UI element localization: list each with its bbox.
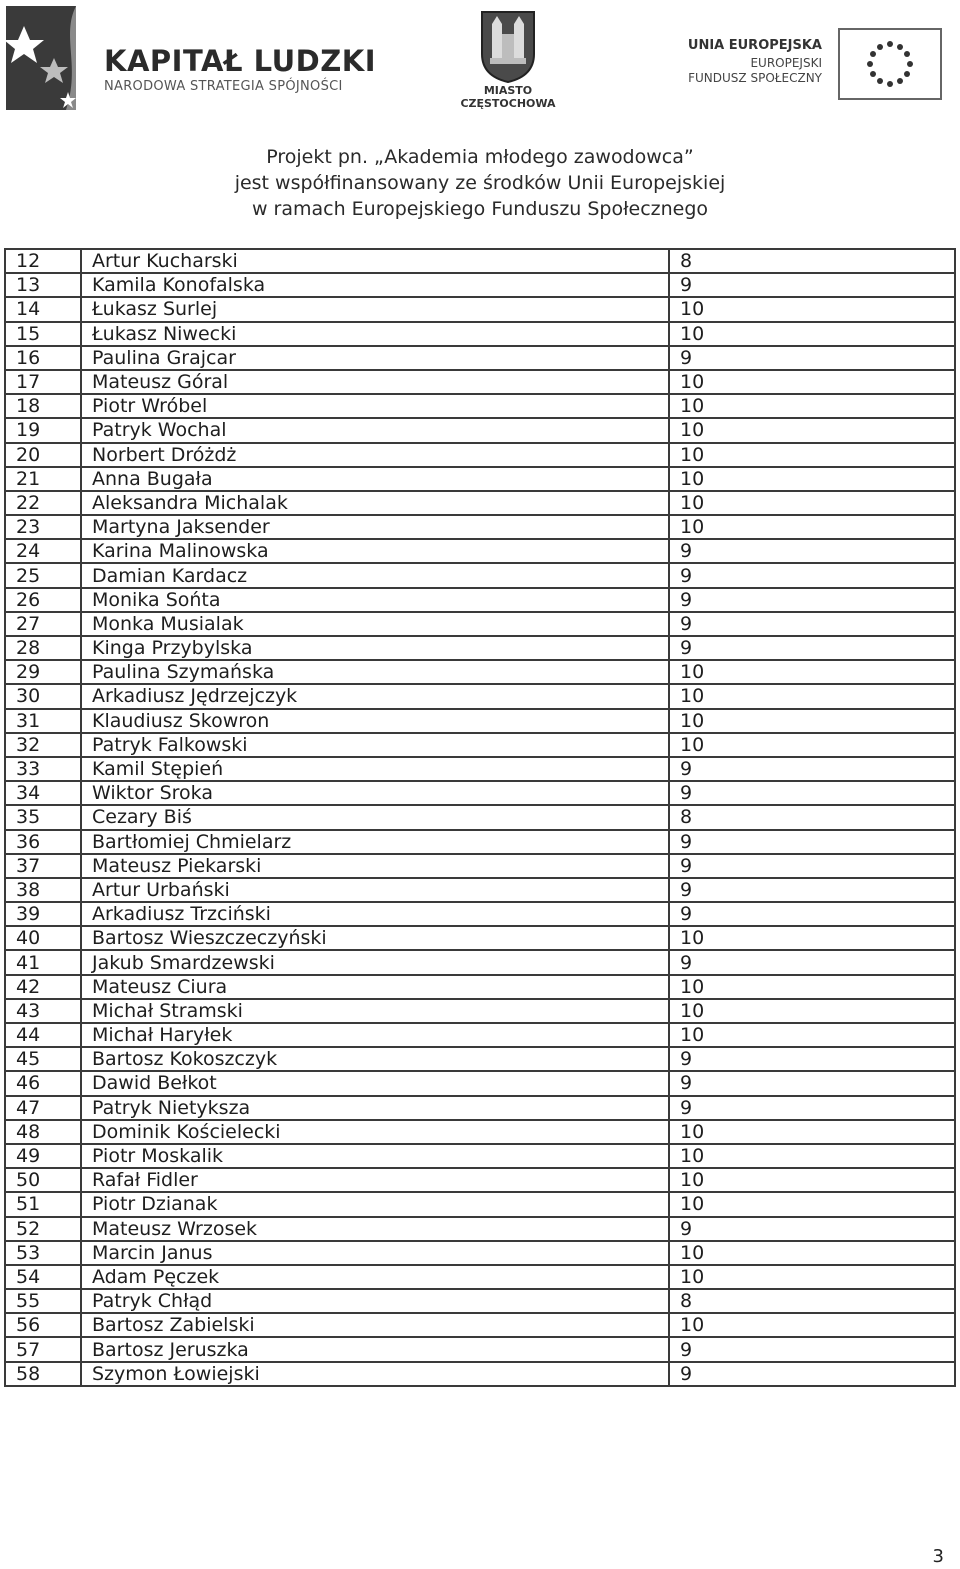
row-name-cell: Patryk Nietyksza: [81, 1096, 669, 1120]
row-name-cell: Mateusz Wrzosek: [81, 1217, 669, 1241]
row-score-cell: 10: [669, 515, 955, 539]
row-name-cell: Paulina Grajcar: [81, 346, 669, 370]
row-score-cell: 10: [669, 975, 955, 999]
row-score-cell: 10: [669, 1192, 955, 1216]
row-name-cell: Patryk Falkowski: [81, 733, 669, 757]
page-header: [0, 0, 960, 120]
row-name-cell: Patryk Chłąd: [81, 1289, 669, 1313]
row-number-cell: 30: [5, 684, 81, 708]
table-row: [5, 1071, 955, 1095]
row-number-cell: 41: [5, 950, 81, 974]
row-name-cell: Bartosz Zabielski: [81, 1313, 669, 1337]
eu-flag-icon: [838, 28, 942, 100]
row-number-cell: 35: [5, 805, 81, 829]
row-score-cell: 10: [669, 660, 955, 684]
row-score-cell: 9: [669, 612, 955, 636]
row-name-cell: Piotr Dzianak: [81, 1192, 669, 1216]
row-score-cell: 9: [669, 588, 955, 612]
row-name-cell: Bartosz Kokoszczyk: [81, 1047, 669, 1071]
row-number-cell: 48: [5, 1120, 81, 1144]
row-score-cell: 9: [669, 1096, 955, 1120]
kapital-ludzki-emblem-icon: [6, 6, 102, 110]
row-number-cell: 49: [5, 1144, 81, 1168]
row-number-cell: 50: [5, 1168, 81, 1192]
row-score-cell: 10: [669, 926, 955, 950]
row-number-cell: 53: [5, 1241, 81, 1265]
row-name-cell: Kamila Konofalska: [81, 273, 669, 297]
row-score-cell: 9: [669, 636, 955, 660]
row-name-cell: Damian Kardacz: [81, 563, 669, 587]
table-row: [5, 515, 955, 539]
row-score-cell: 9: [669, 1071, 955, 1095]
row-number-cell: 47: [5, 1096, 81, 1120]
table-row: [5, 854, 955, 878]
table-row: [5, 1313, 955, 1337]
row-number-cell: 45: [5, 1047, 81, 1071]
row-number-cell: 23: [5, 515, 81, 539]
row-number-cell: 40: [5, 926, 81, 950]
row-score-cell: 9: [669, 1217, 955, 1241]
table-row: [5, 830, 955, 854]
row-score-cell: 9: [669, 1337, 955, 1361]
table-row: [5, 1168, 955, 1192]
row-score-cell: 10: [669, 491, 955, 515]
row-number-cell: 26: [5, 588, 81, 612]
row-score-cell: 9: [669, 854, 955, 878]
kapital-ludzki-subtitle: NARODOWA STRATEGIA SPÓJNOŚCI: [104, 79, 343, 94]
row-number-cell: 51: [5, 1192, 81, 1216]
row-score-cell: 8: [669, 1289, 955, 1313]
row-name-cell: Artur Urbański: [81, 878, 669, 902]
row-name-cell: Martyna Jaksender: [81, 515, 669, 539]
row-score-cell: 10: [669, 394, 955, 418]
project-line-3: w ramach Europejskiego Funduszu Społecznego: [251, 198, 709, 220]
table-row: [5, 273, 955, 297]
table-row: [5, 1120, 955, 1144]
row-name-cell: Bartosz Jeruszka: [81, 1337, 669, 1361]
project-line-1: Projekt pn. „Akademia młodego zawodowca”: [266, 146, 694, 168]
row-number-cell: 46: [5, 1071, 81, 1095]
row-number-cell: 52: [5, 1217, 81, 1241]
row-score-cell: 8: [669, 805, 955, 829]
row-name-cell: Dominik Kościelecki: [81, 1120, 669, 1144]
row-score-cell: 10: [669, 1241, 955, 1265]
row-score-cell: 10: [669, 1168, 955, 1192]
table-row: [5, 999, 955, 1023]
row-number-cell: 20: [5, 443, 81, 467]
table-row: [5, 249, 955, 273]
row-name-cell: Monika Sońta: [81, 588, 669, 612]
table-row: [5, 346, 955, 370]
row-number-cell: 27: [5, 612, 81, 636]
row-name-cell: Michał Stramski: [81, 999, 669, 1023]
row-number-cell: 28: [5, 636, 81, 660]
table-row: [5, 1023, 955, 1047]
city-name: [452, 84, 564, 110]
row-number-cell: 39: [5, 902, 81, 926]
table-row: [5, 1289, 955, 1313]
table-row: [5, 297, 955, 321]
row-score-cell: 9: [669, 1047, 955, 1071]
row-name-cell: Norbert Dróżdż: [81, 443, 669, 467]
table-row: [5, 443, 955, 467]
row-number-cell: 54: [5, 1265, 81, 1289]
row-name-cell: Paulina Szymańska: [81, 660, 669, 684]
table-row: [5, 1362, 955, 1386]
table-row: [5, 1047, 955, 1071]
row-number-cell: 16: [5, 346, 81, 370]
eu-line1: UNIA EUROPEJSKA: [687, 38, 822, 53]
table-row: [5, 467, 955, 491]
row-number-cell: 33: [5, 757, 81, 781]
row-name-cell: Wiktor Sroka: [81, 781, 669, 805]
row-number-cell: 37: [5, 854, 81, 878]
project-line-2: jest współfinansowany ze środków Unii Europejskiej: [234, 172, 726, 194]
row-number-cell: 22: [5, 491, 81, 515]
row-name-cell: Bartłomiej Chmielarz: [81, 830, 669, 854]
participants-table-body: [5, 249, 955, 1386]
row-score-cell: 10: [669, 1144, 955, 1168]
row-number-cell: 13: [5, 273, 81, 297]
row-name-cell: Arkadiusz Jędrzejczyk: [81, 684, 669, 708]
row-score-cell: 10: [669, 370, 955, 394]
row-score-cell: 10: [669, 467, 955, 491]
table-row: [5, 563, 955, 587]
table-row: [5, 926, 955, 950]
row-number-cell: 24: [5, 539, 81, 563]
row-number-cell: 12: [5, 249, 81, 273]
table-row: [5, 539, 955, 563]
row-name-cell: Cezary Biś: [81, 805, 669, 829]
table-row: [5, 878, 955, 902]
row-name-cell: Szymon Łowiejski: [81, 1362, 669, 1386]
row-score-cell: 10: [669, 1265, 955, 1289]
row-name-cell: Łukasz Surlej: [81, 297, 669, 321]
row-name-cell: Bartosz Wieszczeczyński: [81, 926, 669, 950]
kapital-ludzki-logo: [6, 6, 377, 110]
row-score-cell: 10: [669, 684, 955, 708]
table-row: [5, 660, 955, 684]
kapital-ludzki-title: KAPITAŁ LUDZKI: [104, 44, 377, 78]
row-number-cell: 32: [5, 733, 81, 757]
page-number: 3: [932, 1546, 944, 1567]
eu-logo: [686, 18, 942, 100]
row-score-cell: 9: [669, 781, 955, 805]
row-name-cell: Marcin Janus: [81, 1241, 669, 1265]
row-name-cell: Łukasz Niwecki: [81, 322, 669, 346]
row-score-cell: 10: [669, 733, 955, 757]
eu-line2: EUROPEJSKI: [750, 56, 822, 70]
row-score-cell: 8: [669, 249, 955, 273]
row-score-cell: 10: [669, 999, 955, 1023]
row-name-cell: Jakub Smardzewski: [81, 950, 669, 974]
row-score-cell: 9: [669, 902, 955, 926]
row-number-cell: 29: [5, 660, 81, 684]
row-number-cell: 18: [5, 394, 81, 418]
row-number-cell: 58: [5, 1362, 81, 1386]
row-name-cell: Monka Musialak: [81, 612, 669, 636]
table-row: [5, 733, 955, 757]
table-row: [5, 612, 955, 636]
city-name-line2: CZĘSTOCHOWA: [460, 97, 556, 110]
row-number-cell: 34: [5, 781, 81, 805]
table-row: [5, 1217, 955, 1241]
row-score-cell: 10: [669, 1120, 955, 1144]
row-score-cell: 9: [669, 273, 955, 297]
row-name-cell: Rafał Fidler: [81, 1168, 669, 1192]
row-number-cell: 15: [5, 322, 81, 346]
row-name-cell: Kinga Przybylska: [81, 636, 669, 660]
row-name-cell: Kamil Stępień: [81, 757, 669, 781]
row-name-cell: Artur Kucharski: [81, 249, 669, 273]
row-name-cell: Adam Pęczek: [81, 1265, 669, 1289]
row-name-cell: Mateusz Góral: [81, 370, 669, 394]
row-score-cell: 10: [669, 443, 955, 467]
participants-table: [4, 248, 956, 1387]
table-row: [5, 322, 955, 346]
row-name-cell: Aleksandra Michalak: [81, 491, 669, 515]
row-score-cell: 10: [669, 297, 955, 321]
table-row: [5, 1144, 955, 1168]
row-score-cell: 9: [669, 830, 955, 854]
row-score-cell: 10: [669, 709, 955, 733]
row-name-cell: Klaudiusz Skowron: [81, 709, 669, 733]
table-row: [5, 1241, 955, 1265]
row-score-cell: 9: [669, 757, 955, 781]
table-row: [5, 1096, 955, 1120]
row-name-cell: Piotr Wróbel: [81, 394, 669, 418]
table-row: [5, 394, 955, 418]
row-score-cell: 9: [669, 1362, 955, 1386]
row-number-cell: 44: [5, 1023, 81, 1047]
row-number-cell: 19: [5, 418, 81, 442]
table-row: [5, 950, 955, 974]
row-name-cell: Karina Malinowska: [81, 539, 669, 563]
table-row: [5, 684, 955, 708]
table-row: [5, 757, 955, 781]
row-score-cell: 9: [669, 346, 955, 370]
row-name-cell: Piotr Moskalik: [81, 1144, 669, 1168]
row-number-cell: 55: [5, 1289, 81, 1313]
row-number-cell: 56: [5, 1313, 81, 1337]
table-row: [5, 1192, 955, 1216]
table-row: [5, 636, 955, 660]
row-score-cell: 10: [669, 1023, 955, 1047]
row-number-cell: 31: [5, 709, 81, 733]
row-number-cell: 21: [5, 467, 81, 491]
row-score-cell: 10: [669, 1313, 955, 1337]
row-number-cell: 36: [5, 830, 81, 854]
row-score-cell: 9: [669, 539, 955, 563]
row-name-cell: Anna Bugała: [81, 467, 669, 491]
table-row: [5, 805, 955, 829]
row-number-cell: 17: [5, 370, 81, 394]
row-score-cell: 9: [669, 563, 955, 587]
row-number-cell: 38: [5, 878, 81, 902]
table-row: [5, 491, 955, 515]
table-row: [5, 975, 955, 999]
row-number-cell: 42: [5, 975, 81, 999]
project-statement: [0, 144, 960, 222]
table-row: [5, 781, 955, 805]
row-score-cell: 10: [669, 418, 955, 442]
row-name-cell: Michał Haryłek: [81, 1023, 669, 1047]
table-row: [5, 1337, 955, 1361]
table-row: [5, 902, 955, 926]
city-logo: [452, 6, 564, 114]
table-row: [5, 709, 955, 733]
eu-line3: FUNDUSZ SPOŁECZNY: [688, 71, 822, 85]
table-row: [5, 588, 955, 612]
city-coat-of-arms-icon: [452, 6, 564, 84]
table-row: [5, 370, 955, 394]
row-name-cell: Patryk Wochal: [81, 418, 669, 442]
row-number-cell: 57: [5, 1337, 81, 1361]
row-name-cell: Arkadiusz Trzciński: [81, 902, 669, 926]
table-row: [5, 418, 955, 442]
row-number-cell: 25: [5, 563, 81, 587]
row-score-cell: 10: [669, 322, 955, 346]
city-name-line1: MIASTO: [483, 84, 533, 97]
row-number-cell: 14: [5, 297, 81, 321]
row-score-cell: 9: [669, 878, 955, 902]
table-row: [5, 1265, 955, 1289]
row-name-cell: Mateusz Piekarski: [81, 854, 669, 878]
row-name-cell: Mateusz Ciura: [81, 975, 669, 999]
row-number-cell: 43: [5, 999, 81, 1023]
row-name-cell: Dawid Bełkot: [81, 1071, 669, 1095]
row-score-cell: 9: [669, 950, 955, 974]
